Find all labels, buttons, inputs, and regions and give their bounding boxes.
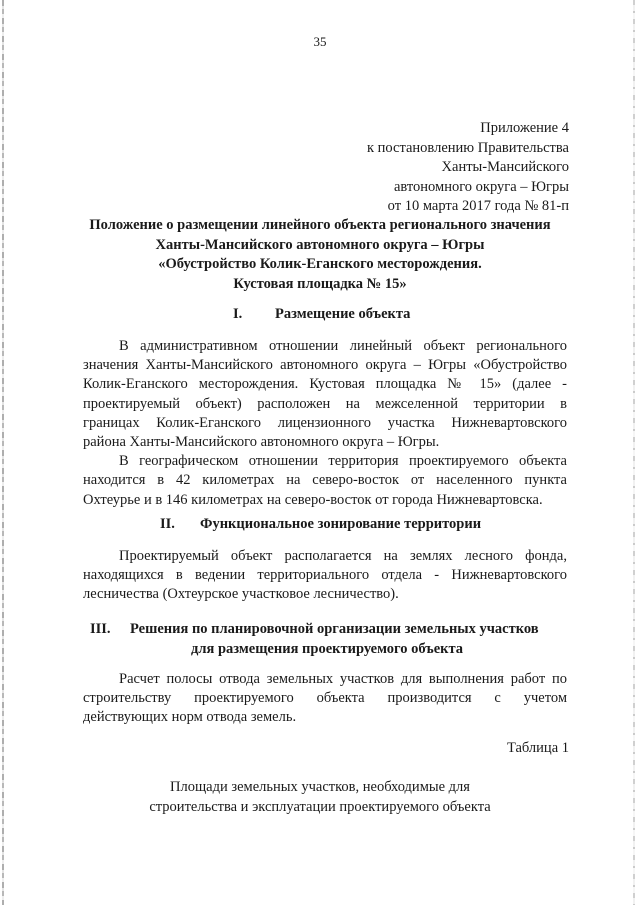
appendix-line: от 10 марта 2017 года № 81-п <box>387 198 569 214</box>
caption-line: Площади земельных участков, необходимые для <box>170 779 470 795</box>
title-line: «Обустройство Колик-Еганского месторождения. <box>158 256 482 272</box>
paragraph-line: находится в 42 километрах на северо-восток от населенного пункта <box>83 472 567 489</box>
paragraph-line: значения Ханты-Мансийского автономного округа – Югры «Обустройство <box>83 357 567 374</box>
section-2-number: II. <box>160 516 175 532</box>
document-title <box>0 216 640 294</box>
appendix-line: Ханты-Мансийского <box>441 159 569 175</box>
appendix-block <box>367 119 569 217</box>
paragraph-line: лесничества (Охтеурское участковое лесничество). <box>83 586 399 603</box>
section-2-title: Функциональное зонирование территории <box>200 516 482 532</box>
section-1-title: Размещение объекта <box>275 306 411 322</box>
paragraph-line: находящихся в ведении территориального отдела - Нижневартовского <box>83 567 567 584</box>
paragraph-line: Охтеурье и в 146 километрах на северо-восток от города Нижневартовска. <box>83 491 543 508</box>
appendix-line: автономного округа – Югры <box>393 178 569 195</box>
paragraph-line: границах Колик-Еганского лицензионного участка Нижневартовского <box>83 414 567 431</box>
paragraph-line: действующих норм отвода земель. <box>83 709 297 726</box>
page-number: 35 <box>313 34 327 49</box>
section-2-heading <box>160 515 490 535</box>
section-1-heading <box>233 305 453 325</box>
section-3-title-line-1: Решения по планировочной организации земельных участков <box>130 621 539 637</box>
section-3-heading <box>90 620 560 660</box>
section-3-body <box>83 670 567 728</box>
paragraph-line: района Ханты-Мансийского автономного округа – Югры. <box>83 433 440 450</box>
paragraph-line: Расчет полосы отвода земельных участков для выполнения работ по <box>119 671 567 687</box>
section-1-number: I. <box>233 306 243 322</box>
section-3-title-line-2: для размещения проектируемого объекта <box>191 640 464 657</box>
title-line: Положение о размещении линейного объекта регионального значения <box>89 217 551 233</box>
paragraph-line: проектируемый объект) расположен на межселенной территории в <box>83 395 567 412</box>
section-2-body <box>83 547 567 605</box>
title-line: Кустовая площадка № 15» <box>233 275 407 292</box>
table-caption <box>0 778 640 817</box>
paragraph-line: Проектируемый объект располагается на землях лесного фонда, <box>119 548 567 564</box>
scan-edge-left <box>2 0 4 905</box>
paragraph-line: В административном отношении линейный объект регионального <box>119 338 567 354</box>
section-1-body <box>83 337 567 510</box>
paragraph-line: Колик-Еганского месторождения. Кустовая площадка № 15» (далее - <box>83 376 567 393</box>
scan-edge-right <box>633 0 635 905</box>
paragraph-line: строительству проектируемого объекта производится с учетом <box>83 690 567 707</box>
appendix-line: Приложение 4 <box>480 120 569 136</box>
table-label: Таблица 1 <box>506 740 569 756</box>
caption-line: строительства и эксплуатации проектируемого объекта <box>149 798 491 815</box>
title-line: Ханты-Мансийского автономного округа – Югры <box>155 236 485 253</box>
paragraph-line: В географическом отношении территория проектируемого объекта <box>119 453 567 470</box>
appendix-line: к постановлению Правительства <box>367 139 569 156</box>
section-3-number: III. <box>90 621 111 637</box>
